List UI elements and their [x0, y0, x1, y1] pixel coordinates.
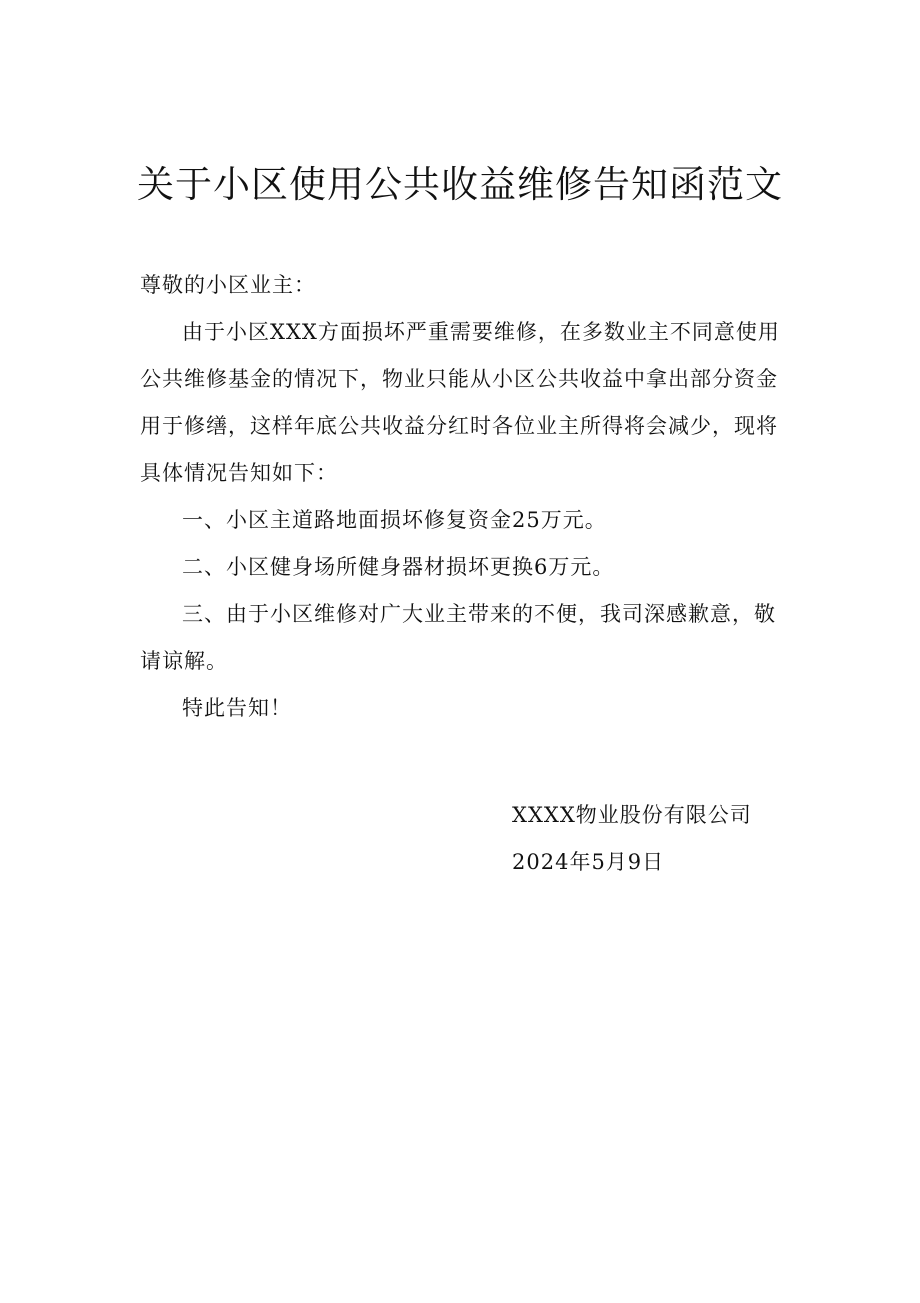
closing-line: 特此告知！	[182, 696, 292, 720]
list-item-3: 三、由于小区维修对广大业主带来的不便，我司深感歉意，敬请谅解。	[140, 602, 776, 673]
signature-company: XXXX物业股份有限公司	[512, 803, 752, 827]
document-body	[140, 262, 794, 732]
list-item-1: 一、小区主道路地面损坏修复资金25万元。	[182, 508, 607, 532]
salutation: 尊敬的小区业主：	[140, 273, 316, 297]
signature-date: 2024年5月9日	[512, 850, 665, 874]
document-title: 关于小区使用公共收益维修告知函范文	[137, 163, 783, 206]
signature-block	[512, 792, 752, 886]
main-paragraph: 由于小区XXX方面损坏严重需要维修，在多数业主不同意使用公共维修基金的情况下，物业只能从小区公共收益中拿出部分资金用于修缮，这样年底公共收益分红时各位业主所得将会减少，现将具体情况告知如下：	[140, 320, 780, 485]
list-item-2: 二、小区健身场所健身器材损坏更换6万元。	[182, 555, 615, 579]
